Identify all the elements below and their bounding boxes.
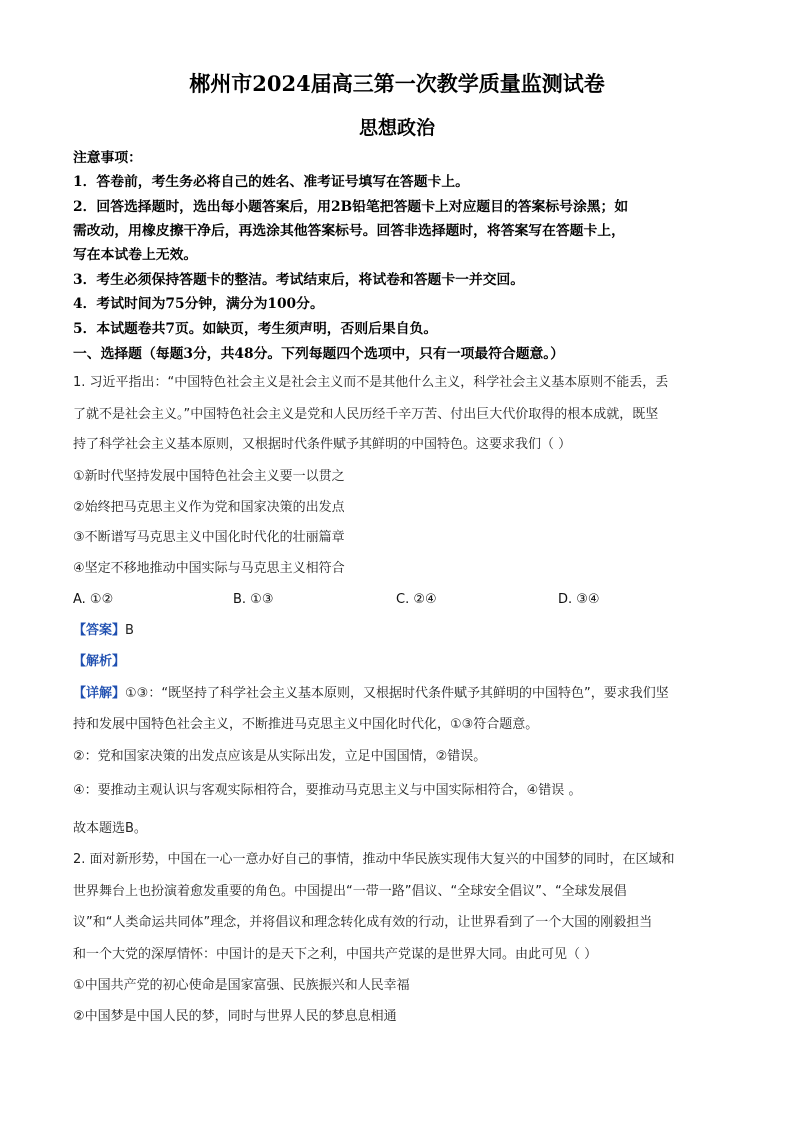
notice-item-1: 1．答卷前，考生务必将自己的姓名、准考证号填写在答题卡上。 — [73, 174, 469, 190]
q1-detail-line-2: 持和发展中国特色社会主义，不断推进马克思主义中国化时代化，①③符合题意。 — [73, 717, 539, 732]
q2-stem-line-1: 2. 面对新形势，中国在一心一意办好自己的事情，推动中华民族实现伟大复兴的中国梦的同时，在区域和 — [73, 852, 675, 867]
q2-statement-1: ①中国共产党的初心使命是国家富强、民族振兴和人民幸福 — [73, 978, 410, 993]
answer-tag: 【答案】 — [73, 623, 126, 638]
detail-text-1: ①③：“既坚持了科学社会主义基本原则，又根据时代条件赋予其鲜明的中国特色”，要求我们坚 — [125, 686, 669, 701]
q2-statement-2: ②中国梦是中国人民的梦，同时与世界人民的梦息息相通 — [73, 1009, 397, 1024]
q1-conclusion: 故本题选B。 — [73, 821, 147, 836]
q1-stem-line-2: 了就不是社会主义。”中国特色社会主义是党和人民历经千辛万苦、付出巨大代价取得的根本成就，既坚 — [73, 407, 659, 422]
q1-detail-line-3: ②：党和国家决策的出发点应该是从实际出发，立足中国国情，②错误。 — [73, 749, 487, 764]
q1-analysis-line — [73, 652, 733, 672]
q1-detail-line-4: ④：要推动主观认识与客观实际相符合，要推动马克思主义与中国实际相符合，④错误 。 — [73, 783, 582, 798]
section-heading: 一、选择题（每题3分，共48分。下列每题四个选项中，只有一项最符合题意。） — [73, 346, 564, 362]
q1-detail-line-1 — [73, 684, 733, 704]
q1-option-d: D. ③④ — [558, 592, 600, 607]
q1-option-a: A. ①② — [73, 592, 114, 607]
subject-title: 思想政治 — [358, 117, 435, 139]
exam-title: 郴州市2024届高三第一次教学质量监测试卷 — [189, 71, 605, 96]
q2-stem-line-2: 世界舞台上也扮演着愈发重要的角色。中国提出“一带一路”倡议、“全球安全倡议”、“全球发展倡 — [73, 884, 627, 899]
detail-tag: 【详解】 — [73, 686, 126, 701]
q1-option-b: B. ①③ — [233, 592, 274, 607]
answer-value: B — [125, 623, 134, 638]
notice-item-3: 3．考生必须保持答题卡的整洁。考试结束后，将试卷和答题卡一并交回。 — [73, 272, 525, 288]
q1-option-c: C. ②④ — [396, 592, 437, 607]
notice-item-2-line-3: 写在本试卷上无效。 — [73, 247, 198, 263]
analysis-tag: 【解析】 — [73, 654, 126, 669]
notice-item-2-line-1: 2．回答选择题时，选出每小题答案后，用2B铅笔把答题卡上对应题目的答案标号涂黑；如 — [73, 199, 629, 215]
q1-statement-1: ①新时代坚持发展中国特色社会主义要一以贯之 — [73, 469, 345, 484]
q1-answer-line — [73, 621, 733, 641]
q1-statement-4: ④坚定不移地推动中国实际与马克思主义相符合 — [73, 561, 345, 576]
q2-stem-line-4: 和一个大党的深厚情怀：中国计的是天下之利，中国共产党谋的是世界大同。由此可见（ ） — [73, 947, 598, 962]
notice-item-4: 4．考试时间为75分钟，满分为100分。 — [73, 296, 324, 312]
notice-item-5: 5．本试题卷共7页。如缺页，考生须声明，否则后果自负。 — [73, 321, 438, 337]
q1-stem-line-1: 1. 习近平指出：“中国特色社会主义是社会主义而不是其他什么主义，科学社会主义基本原则不能丢，丢 — [73, 375, 669, 390]
q1-stem-line-3: 持了科学社会主义基本原则，又根据时代条件赋予其鲜明的中国特色。这要求我们（ ） — [73, 437, 572, 452]
notice-heading: 注意事项： — [73, 150, 142, 166]
q1-statement-2: ②始终把马克思主义作为党和国家决策的出发点 — [73, 500, 345, 515]
notice-item-2-line-2: 需改动，用橡皮擦干净后，再选涂其他答案标号。回答非选择题时，将答案写在答题卡上， — [73, 223, 625, 239]
q2-stem-line-3: 议”和“人类命运共同体”理念，并将倡议和理念转化成有效的行动，让世界看到了一个大国的刚毅担当 — [73, 915, 653, 930]
q1-statement-3: ③不断谱写马克思主义中国化时代化的壮丽篇章 — [73, 530, 345, 545]
